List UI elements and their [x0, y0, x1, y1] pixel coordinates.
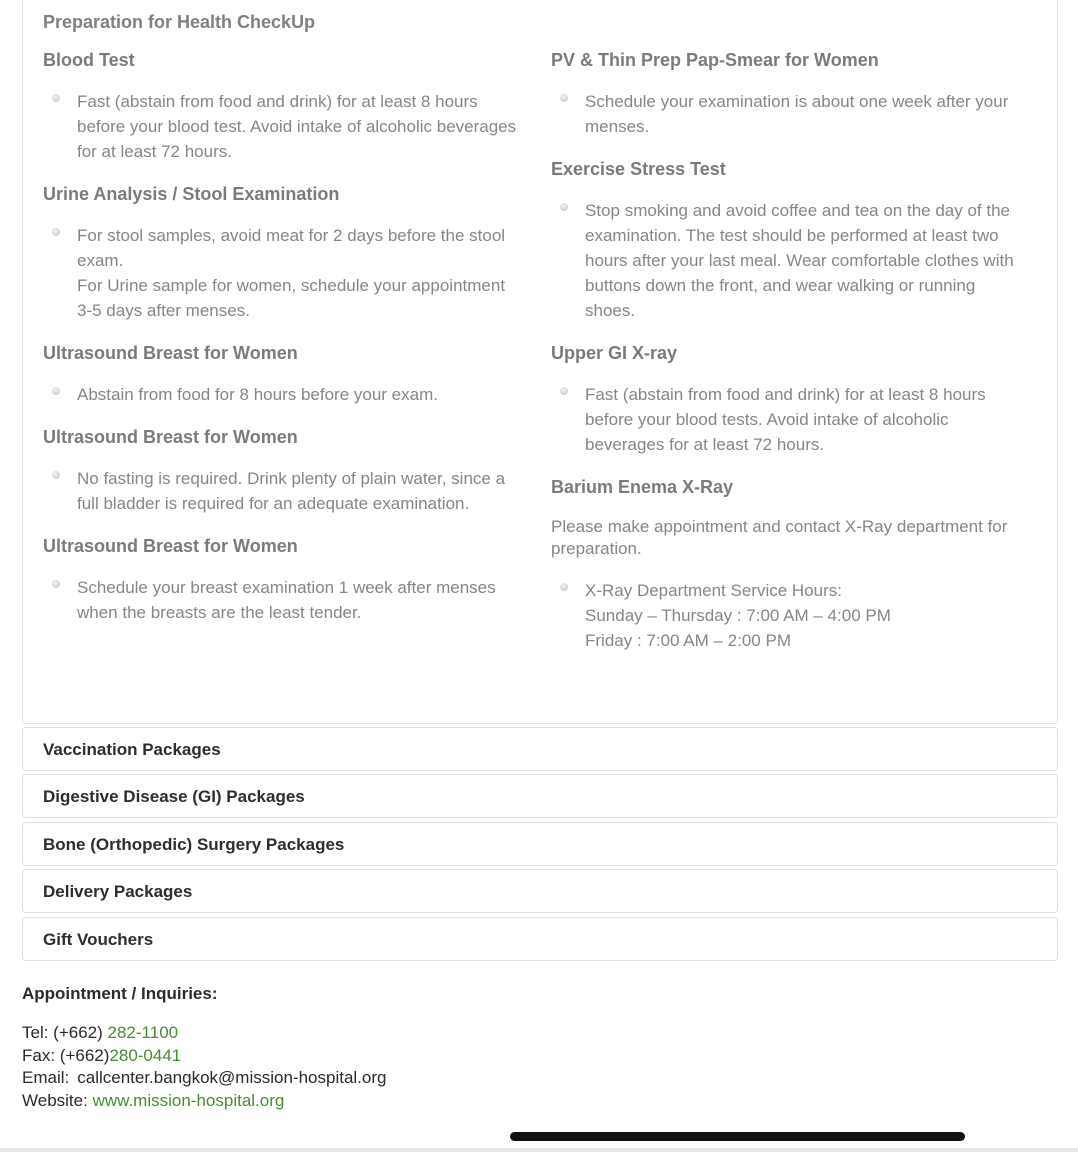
- contact-title: Appointment / Inquiries:: [22, 984, 218, 1003]
- section-heading-exercise-stress-test: Exercise Stress Test: [551, 159, 726, 179]
- item-line: before your blood tests. Avoid intake of alcoholic: [585, 410, 949, 429]
- preparation-right-column: [551, 48, 1041, 671]
- item-line: Fast (abstain from food and drink) for at least 8 hours: [77, 92, 478, 111]
- list-item: [551, 89, 1041, 139]
- bullet-icon: [560, 94, 568, 102]
- item-line: Sunday – Thursday : 7:00 AM – 4:00 PM: [585, 606, 891, 625]
- item-line: exam.: [77, 251, 124, 270]
- item-line: full bladder is required for an adequate examination.: [77, 494, 470, 513]
- item-line: Fast (abstain from food and drink) for at least 8 hours: [585, 385, 986, 404]
- item-line: shoes.: [585, 301, 636, 320]
- fax-label: Fax: (+662): [22, 1045, 110, 1065]
- accordion-bone-surgery-packages[interactable]: [22, 822, 1058, 866]
- item-line: Abstain from food for 8 hours before your exam.: [77, 385, 438, 404]
- accordion-label: Bone (Orthopedic) Surgery Packages: [43, 835, 345, 854]
- health-checkup-panel: [22, 0, 1058, 724]
- item-line: Schedule your examination is about one week after your: [585, 92, 1009, 111]
- bottom-edge: [0, 1148, 1078, 1152]
- bullet-icon: [560, 387, 568, 395]
- item-line: For Urine sample for women, schedule your appointment: [77, 276, 506, 295]
- item-line: 3-5 days after menses.: [77, 301, 250, 320]
- item-line: when the breasts are the least tender.: [77, 603, 362, 622]
- section-heading-ultrasound-breast-for-women: Ultrasound Breast for Women: [43, 343, 298, 363]
- item-line: For stool samples, avoid meat for 2 days before the stool: [77, 226, 506, 245]
- item-line: examination. The test should be performed at least two: [585, 226, 999, 245]
- list-item: [43, 575, 533, 625]
- accordion-label: Delivery Packages: [43, 882, 193, 901]
- website-label: Website:: [22, 1090, 93, 1110]
- section-heading-ultrasound-breast-for-women: Ultrasound Breast for Women: [43, 536, 298, 556]
- preparation-left-column: [43, 48, 533, 643]
- list-item: [551, 198, 1041, 323]
- item-line: before your blood test. Avoid intake of alcoholic beverages: [77, 117, 517, 136]
- bullet-icon: [52, 228, 60, 236]
- intro-line: Please make appointment and contact X-Ray department for: [551, 517, 1008, 536]
- item-line: Schedule your breast examination 1 week after menses: [77, 578, 496, 597]
- contact-fax: [22, 1045, 386, 1068]
- section-heading-ultrasound-breast-for-women: Ultrasound Breast for Women: [43, 427, 298, 447]
- bullet-icon: [52, 471, 60, 479]
- item-line: for at least 72 hours.: [77, 142, 232, 161]
- contact-email: [22, 1067, 386, 1090]
- accordion-digestive-disease-packages[interactable]: [22, 774, 1058, 818]
- tel-link[interactable]: 282-1100: [107, 1023, 179, 1042]
- section-heading-upper-gi-x-ray: Upper GI X-ray: [551, 343, 678, 363]
- list-item: [43, 466, 533, 516]
- list-item: [551, 382, 1041, 457]
- item-line: X-Ray Department Service Hours:: [585, 581, 842, 600]
- item-line: No fasting is required. Drink plenty of plain water, since a: [77, 469, 506, 488]
- section-heading-urine-analysis-stool-examination: Urine Analysis / Stool Examination: [43, 184, 340, 204]
- item-line: Stop smoking and avoid coffee and tea on the day of the: [585, 201, 1010, 220]
- item-line: Friday : 7:00 AM – 2:00 PM: [585, 631, 791, 650]
- section-heading-barium-enema-x-ray: Barium Enema X-Ray: [551, 477, 734, 497]
- preparation-title: Preparation for Health CheckUp: [43, 12, 316, 32]
- bullet-icon: [560, 203, 568, 211]
- contact-tel: [22, 1022, 386, 1045]
- intro-line: preparation.: [551, 539, 642, 558]
- accordion-label: Digestive Disease (GI) Packages: [43, 787, 305, 806]
- email-value[interactable]: callcenter.bangkok@mission-hospital.org: [77, 1068, 387, 1087]
- accordion-label: Vaccination Packages: [43, 740, 221, 759]
- accordion-gift-vouchers[interactable]: [22, 917, 1058, 961]
- accordion-label: Gift Vouchers: [43, 930, 154, 949]
- contact-block: [22, 984, 386, 1112]
- item-line: hours after your last meal. Wear comfortable clothes with: [585, 251, 1014, 270]
- list-item: [43, 223, 533, 323]
- list-item: [43, 382, 533, 407]
- contact-website: [22, 1090, 386, 1113]
- home-indicator: [510, 1132, 965, 1141]
- website-link[interactable]: www.mission-hospital.org: [92, 1090, 285, 1110]
- item-line: buttons down the front, and wear walking or running: [585, 276, 976, 295]
- bullet-icon: [52, 580, 60, 588]
- section-intro: [551, 516, 1041, 560]
- item-line: menses.: [585, 117, 650, 136]
- tel-label: Tel: (+662): [22, 1023, 108, 1042]
- accordion-delivery-packages[interactable]: [22, 869, 1058, 913]
- bullet-icon: [52, 94, 60, 102]
- fax-link[interactable]: 280-0441: [109, 1045, 182, 1065]
- section-heading-pv-thin-prep-pap-smear-for-women: PV & Thin Prep Pap-Smear for Women: [551, 50, 879, 70]
- bullet-icon: [560, 583, 568, 591]
- item-line: beverages for at least 72 hours.: [585, 435, 825, 454]
- list-item: [43, 89, 533, 164]
- section-heading-blood-test: Blood Test: [43, 50, 135, 70]
- bullet-icon: [52, 387, 60, 395]
- list-item: [551, 578, 1041, 653]
- accordion-vaccination-packages[interactable]: [22, 727, 1058, 771]
- email-label: Email:: [22, 1068, 70, 1087]
